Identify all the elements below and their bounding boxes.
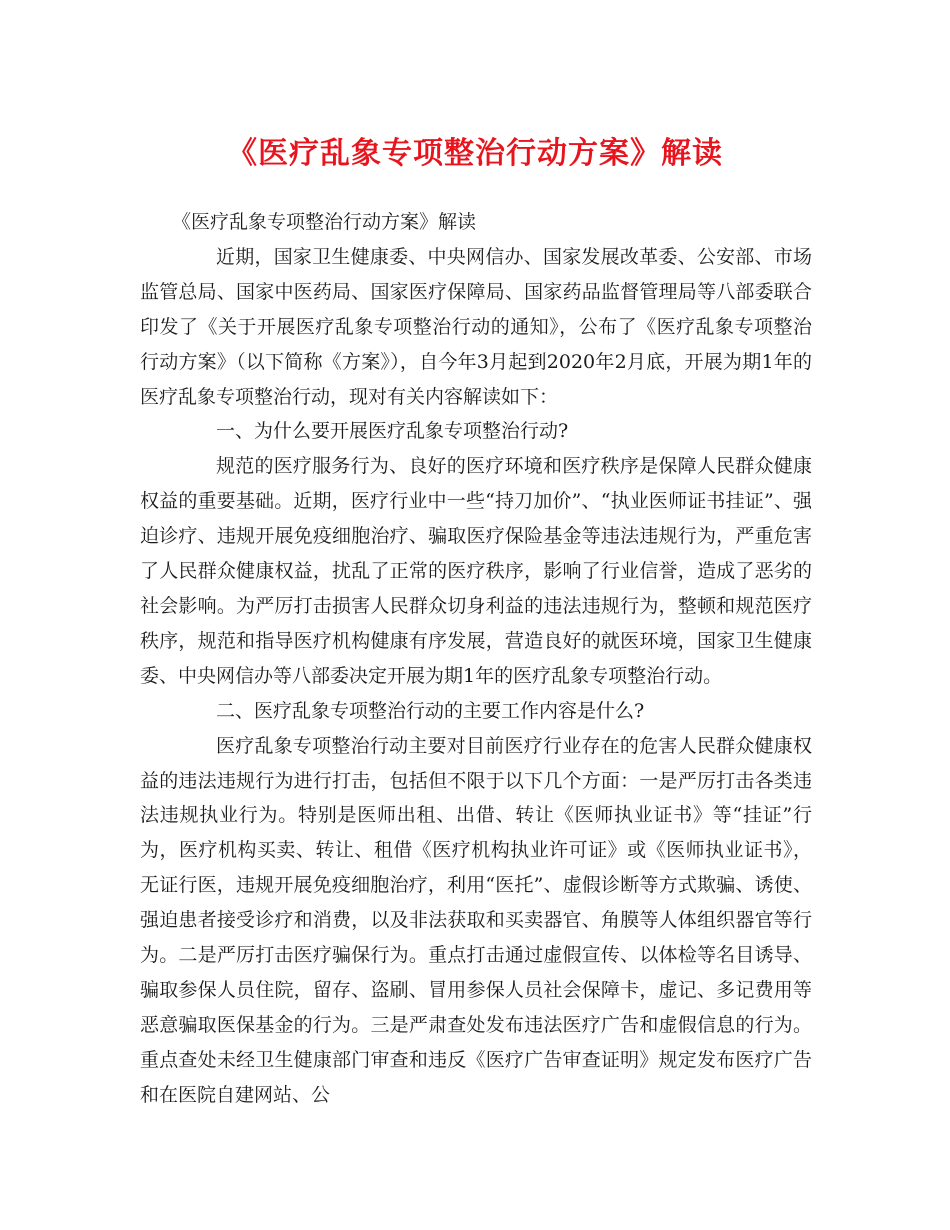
paragraph-section-2: 医疗乱象专项整治行动主要对目前医疗行业存在的危害人民群众健康权益的违法违规行为进行打击，包括但不限于以下几个方面：一是严厉打击各类违法违规执业行为。特别是医师出租、出借、转让《医师执业证书》等“挂证”行为，医疗机构买卖、转让、租借《医疗机构执业许可证》或《医师执业证书》，无证行医，违规开展免疫细胞治疗，利用“医托”、虚假诊断等方式欺骗、诱使、强迫患者接受诊疗和消费，以及非法获取和买卖器官、角膜等人体组织器官等行为。二是严厉打击医疗骗保行为。重点打击通过虚假宣传、以体检等名目诱导、骗取参保人员住院，留存、盗刷、冒用参保人员社会保障卡，虚记、多记费用等恶意骗取医保基金的行为。三是严肃查处发布违法医疗广告和虚假信息的行为。重点查处未经卫生健康部门审查和违反《医疗广告审查证明》规定发布医疗广告和在医院自建网站、公 xyxy=(140,734,812,1106)
document-subtitle: 《医疗乱象专项整治行动方案》解读 xyxy=(172,211,477,233)
document-title: 《医疗乱象专项整治行动方案》解读 xyxy=(227,136,723,171)
document-body xyxy=(140,205,812,1113)
section-heading-1: 一、为什么要开展医疗乱象专项整治行动? xyxy=(216,420,569,443)
paragraph-section-1: 规范的医疗服务行为、良好的医疗环境和医疗秩序是保障人民群众健康权益的重要基础。近期，医疗行业中一些“持刀加价”、“执业医师证书挂证”、强迫诊疗、违规开展免疫细胞治疗、骗取医疗保险基金等违法违规行为，严重危害了人民群众健康权益，扰乱了正常的医疗秩序，影响了行业信誉，造成了恶劣的社会影响。为严厉打击损害人民群众切身利益的违法违规行为，整顿和规范医疗秩序，规范和指导医疗机构健康有序发展，营造良好的就医环境，国家卫生健康委、中央网信办等八部委决定开展为期1年的医疗乱象专项整治行动。 xyxy=(140,455,812,687)
section-heading-2: 二、医疗乱象专项整治行动的主要工作内容是什么? xyxy=(216,699,645,722)
paragraph-intro: 近期，国家卫生健康委、中央网信办、国家发展改革委、公安部、市场监管总局、国家中医药局、国家医疗保障局、国家药品监督管理局等八部委联合印发了《关于开展医疗乱象专项整治行动的通知》，公布了《医疗乱象专项整治行动方案》（以下简称《方案》），自今年3月起到2020年2月底，开展为期1年的医疗乱象专项整治行动，现对有关内容解读如下： xyxy=(140,245,812,408)
